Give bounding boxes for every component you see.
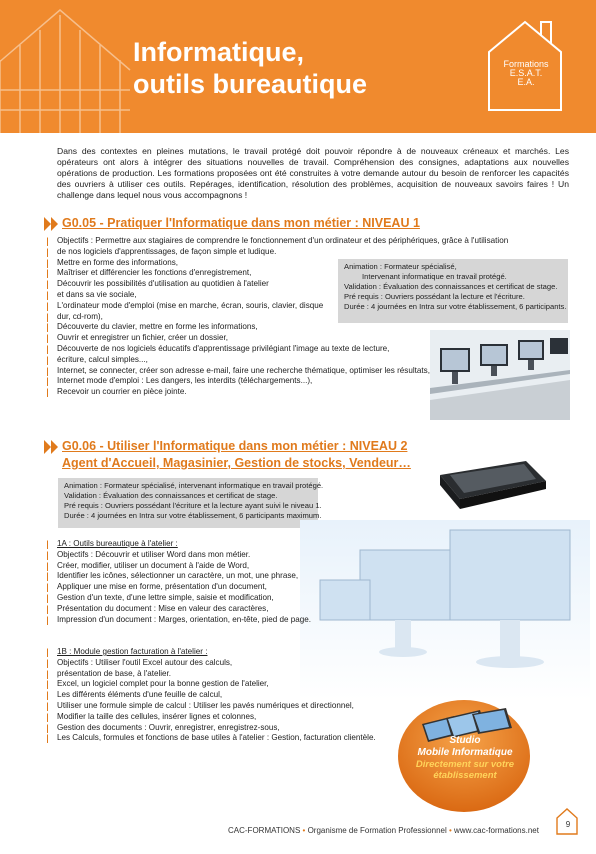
computer-lab-photo: [430, 330, 570, 420]
badge-line1: Studio: [449, 735, 481, 746]
list-item: Les différents éléments d'une feuille de calcul,: [47, 690, 376, 701]
badge-line4: établissement: [433, 770, 497, 781]
double-arrow-icon: [44, 217, 60, 231]
list-item: et dans sa vie sociale,: [47, 290, 508, 301]
list-item: Appliquer une mise en forme, présentation d'un document,: [47, 582, 311, 593]
section1-title: G0.05 - Pratiquer l'Informatique dans mon métier : NIVEAU 1: [62, 216, 420, 230]
module-b-title: 1B : Module gestion facturation à l'atelier :: [47, 647, 376, 658]
intro-paragraph: Dans des contextes en pleines mutations, le travail protégé doit pouvoir répondre à de nouveaux créneaux et marchés. Les opérateurs ont alors à intégrer des situations nouvelles de travail. Compréhension des consignes, adaptations aux nouvelles opérations de production. Les formations proposées ont été construites à votre demande autour du besoin de renforcer les capacités des ouvriers à utiliser ces outils. Repérages, identification, résolution des problèmes, acquisition de nouveaux savoirs faires ! Un challenge dans lequel nous vous accompagnons !: [57, 146, 569, 200]
page-title: [133, 36, 367, 100]
section1-info-box: [338, 259, 568, 323]
list-item: dur, cd-rom),: [47, 312, 508, 323]
info-line: Durée : 4 journées en Intra sur votre établissement, 6 participants.: [344, 302, 567, 311]
footer-desc: Organisme de Formation Professionnel: [307, 826, 447, 835]
scanner-photo: [436, 455, 548, 515]
list-item: présentation de base, à l'atelier.: [47, 669, 376, 680]
list-item: Les Calculs, formules et fonctions de base utiles à l'atelier : Gestion, facturation clientèle.: [47, 733, 376, 744]
list-item: Identifier les icônes, sélectionner un caractère, un mot, une phrase,: [47, 571, 311, 582]
info-line: Durée : 4 journées en Intra sur votre établissement, 6 participants maximum.: [64, 511, 322, 520]
footer-separator: •: [302, 826, 306, 835]
logo-text: [494, 60, 558, 87]
section2-info-box: [58, 478, 324, 528]
list-item: Excel, un logiciel complet pour la bonne gestion de l'atelier,: [47, 679, 376, 690]
logo-line3: E.A.: [517, 77, 535, 87]
list-item: Objectifs : Découvrir et utiliser Word dans mon métier.: [47, 550, 311, 561]
list-item: Découverte de nos logiciels éducatifs d'apprentissage privilégiant l'image au texte de lecture,: [47, 344, 508, 355]
page-title-line1: Informatique,: [133, 37, 305, 67]
info-line: Animation : Formateur spécialisé,: [344, 262, 457, 271]
section2-title-line2: Agent d'Accueil, Magasinier, Gestion de stocks, Vendeur…: [62, 456, 411, 470]
info-line: Pré requis : Ouvriers possédant la lecture et l'écriture.: [344, 292, 525, 301]
list-item: Découvrir les possibilités d'utilisation au quotidien à l'atelier: [47, 279, 508, 290]
list-item: Utiliser une formule simple de calcul : Utiliser les pavés numériques et directionnel,: [47, 701, 376, 712]
info-line: Validation : Évaluation des connaissances et certificat de stage.: [64, 491, 278, 500]
studio-badge-text: [400, 735, 530, 781]
list-item: Créer, modifier, utiliser un document à l'aide de Word,: [47, 561, 311, 572]
list-item: Maîtriser et différencier les fonctions d'enregistrement,: [47, 268, 508, 279]
list-item: Gestion des documents : Ouvrir, enregistrer, enregistrez-sous,: [47, 723, 376, 734]
list-item: Mettre en forme des informations,: [47, 258, 508, 269]
list-item: Ouvrir et enregistrer un fichier, créer un dossier,: [47, 333, 508, 344]
section2-module-a: [47, 539, 311, 625]
list-item: L'ordinateur mode d'emploi (mise en marche, écran, souris, clavier, disque: [47, 301, 508, 312]
logo-line2: E.S.A.T.: [509, 68, 543, 78]
badge-line3: Directement sur votre: [415, 759, 515, 770]
info-line: Animation : Formateur spécialisé, intervenant informatique en travail protégé.: [64, 481, 324, 490]
list-item: Recevoir un courrier en pièce jointe.: [47, 387, 508, 398]
list-item: Modifier la taille des cellules, insérer lignes et colonnes,: [47, 712, 376, 723]
info-line: Pré requis : Ouvriers possédant l'écriture et la lecture ayant suivi le niveau 1.: [64, 501, 322, 510]
info-line: Intervenant informatique en travail protégé.: [362, 272, 507, 281]
page-title-line2: outils bureautique: [133, 69, 368, 99]
module-a-title: 1A : Outils bureautique à l'atelier :: [47, 539, 311, 550]
section1-objective: Objectifs : Permettre aux stagiaires de comprendre le fonctionnement d'un ordinateur et des périphériques, grâce à l'utilisation: [47, 236, 508, 247]
list-item: Objectifs : Utiliser l'outil Excel autour des calculs,: [47, 658, 376, 669]
house-outline-decoration: [0, 0, 140, 133]
badge-line2: Mobile Informatique: [417, 747, 513, 758]
list-item: Découverte du clavier, mettre en forme les informations,: [47, 322, 508, 333]
footer-separator: •: [449, 826, 452, 835]
section2-module-b: [47, 647, 376, 744]
list-item: Internet mode d'emploi : Les dangers, les interdits (téléchargements...),: [47, 376, 508, 387]
footer-org: CAC-FORMATIONS: [228, 826, 301, 835]
list-item: Présentation du document : Mise en valeur des caractères,: [47, 604, 311, 615]
list-item: écriture, calcul simples...,: [47, 355, 508, 366]
list-item: Internet, se connecter, créer son adresse e-mail, faire une recherche thématique, optimiser les résultats,: [47, 366, 508, 377]
double-arrow-icon: [44, 440, 60, 454]
info-line: Validation : Évaluation des connaissances et certificat de stage.: [344, 282, 558, 291]
section1-objective-cont: de nos logiciels d'apprentissages, de façon simple et ludique.: [47, 247, 508, 258]
list-item: Impression d'un document : Marges, orientation, en-tête, pied de page.: [47, 615, 311, 626]
logo-line1: Formations: [503, 59, 549, 69]
list-item: Gestion d'un texte, d'une lettre simple, saisie et modification,: [47, 593, 311, 604]
footer-website[interactable]: www.cac-formations.net: [454, 826, 539, 835]
page-header: [0, 0, 596, 133]
page-number: 9: [565, 820, 571, 829]
section2-title-line1: G0.06 - Utiliser l'Informatique dans mon métier : NIVEAU 2: [62, 439, 408, 453]
page-footer: [228, 826, 539, 835]
